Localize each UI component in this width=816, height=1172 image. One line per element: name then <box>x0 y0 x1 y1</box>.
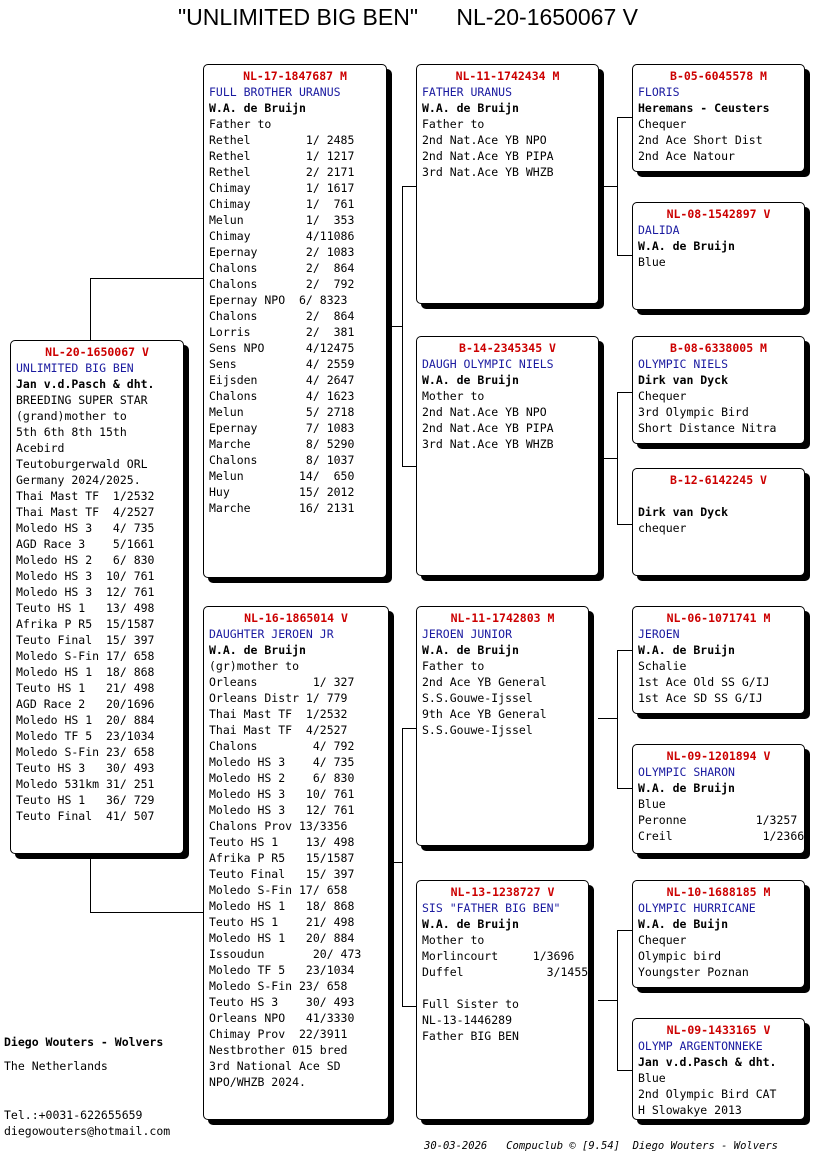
sire-sire-card[interactable] <box>416 64 599 304</box>
info-line: Thai Mast TF 4/2527 <box>209 723 348 737</box>
info-line: Chalons Prov 13/3356 <box>209 819 348 833</box>
info-line: Melun 14/ 650 <box>209 469 355 483</box>
pigeon-name <box>638 488 799 504</box>
pigeon-name: UNLIMITED BIG BEN <box>16 361 134 375</box>
owner-phone: Tel.:+0031-622655659 <box>4 1108 143 1122</box>
info-line: 2nd Ace Natour <box>638 149 735 163</box>
breeder: Dirk van Dyck <box>638 505 729 519</box>
pigeon-name: FULL BROTHER URANUS <box>209 85 341 99</box>
info-line: Moledo S-Fin 23/ 658 <box>16 745 155 759</box>
info-line: Teutoburgerwald ORL <box>16 457 148 471</box>
ring-number: B-12-6142245 V <box>670 473 767 487</box>
info-line: H Slowakye 2013 <box>638 1103 742 1117</box>
pigeon-name: FLORIS <box>638 85 680 99</box>
info-line: Chalons 2/ 864 <box>209 261 355 275</box>
breeder: Jan v.d.Pasch & dht. <box>16 377 155 391</box>
info-line: Orleans Distr 1/ 779 <box>209 691 348 705</box>
ring-number: NL-09-1201894 V <box>666 749 771 763</box>
owner-email: diegowouters@hotmail.com <box>4 1124 171 1138</box>
dam-dam-card[interactable] <box>416 880 589 1120</box>
info-line: Olympic bird <box>638 949 722 963</box>
info-line: 2nd Ace Short Dist <box>638 133 763 147</box>
connector <box>388 862 402 863</box>
info-line: Huy 15/ 2012 <box>209 485 355 499</box>
connector <box>386 326 402 327</box>
dds-card[interactable] <box>632 880 805 988</box>
info-line: Teuto Final 15/ 397 <box>16 633 155 647</box>
info-line: Duffel 3/1455 <box>422 965 589 979</box>
ring-number: NL-11-1742434 M <box>455 69 560 83</box>
connector <box>598 458 617 459</box>
info-line: Issoudun 20/ 473 <box>209 947 362 961</box>
info-line: NL-13-1446289 <box>422 1013 513 1027</box>
info-line: Father to <box>422 659 485 673</box>
info-line: NPO/WHZB 2024. <box>209 1075 306 1089</box>
info-line: Full Sister to <box>422 997 519 1011</box>
title-ring: NL-20-1650067 V <box>456 4 638 30</box>
ring-number: NL-16-1865014 V <box>244 611 348 625</box>
title-name: "UNLIMITED BIG BEN" <box>178 4 418 30</box>
breeder: W.A. de Bruijn <box>638 643 735 657</box>
info-line: (grand)mother to <box>16 409 127 423</box>
connector <box>402 186 417 187</box>
pigeon-name: OLYMP ARGENTONNEKE <box>638 1039 763 1053</box>
info-line: Orleans 1/ 327 <box>209 675 355 689</box>
info-line: Blue <box>638 1071 666 1085</box>
info-line: Peronne 1/3257 <box>638 813 798 827</box>
pigeon-name: SIS "FATHER BIG BEN" <box>422 901 561 915</box>
info-line: 9th Ace YB General <box>422 707 547 721</box>
info-line: Chalons 8/ 1037 <box>209 453 355 467</box>
info-line: S.S.Gouwe-Ijssel <box>422 691 533 705</box>
connector <box>617 392 633 393</box>
info-line: Moledo HS 3 4/ 735 <box>16 521 155 535</box>
info-line: Chimay 1/ 761 <box>209 197 355 211</box>
breeder: W.A. de Bruijn <box>209 101 306 115</box>
info-line: Chequer <box>638 389 687 403</box>
connector <box>617 930 618 1070</box>
connector <box>617 255 633 256</box>
info-line: Teuto HS 1 21/ 498 <box>16 681 155 695</box>
pigeon-name: DALIDA <box>638 223 680 237</box>
info-line: Thai Mast TF 1/2532 <box>16 489 155 503</box>
info-line: Moledo HS 1 18/ 868 <box>16 665 155 679</box>
pigeon-name: JEROEN JUNIOR <box>422 627 513 641</box>
info-line: Teuto Final 41/ 507 <box>16 809 155 823</box>
info-line: Morlincourt 1/3696 <box>422 949 575 963</box>
info-line: Chimay 4/11086 <box>209 229 355 243</box>
ssd-card[interactable] <box>632 202 805 310</box>
connector <box>617 930 633 931</box>
info-line: Afrika P R5 15/1587 <box>16 617 155 631</box>
footer: 30-03-2026 Compuclub © [9.54] Diego Wouters - Wolvers <box>424 1140 779 1152</box>
info-line: Orleans NPO 41/3330 <box>209 1011 355 1025</box>
info-line: AGD Race 3 5/1661 <box>16 537 155 551</box>
breeder: W.A. de Bruijn <box>638 239 735 253</box>
info-line: 1st Ace SD SS G/IJ <box>638 691 763 705</box>
dsd-card[interactable] <box>632 744 805 854</box>
connector <box>617 117 633 118</box>
info-line: (gr)mother to <box>209 659 300 673</box>
ring-number: NL-13-1238727 V <box>450 885 555 899</box>
info-line: Acebird <box>16 441 65 455</box>
connector <box>402 728 417 729</box>
connector <box>617 524 633 525</box>
info-line: BREEDING SUPER STAR <box>16 393 148 407</box>
info-line: 3rd Nat.Ace YB WHZB <box>422 165 554 179</box>
info-line: Marche 16/ 2131 <box>209 501 355 515</box>
info-line: Moledo HS 3 10/ 761 <box>16 569 155 583</box>
ring-number: NL-06-1071741 M <box>666 611 771 625</box>
breeder: Dirk van Dyck <box>638 373 729 387</box>
owner-country: The Netherlands <box>4 1059 108 1073</box>
info-line: 1st Ace Old SS G/IJ <box>638 675 770 689</box>
info-line: Moledo HS 1 18/ 868 <box>209 899 355 913</box>
connector <box>617 650 633 651</box>
dam-sire-card[interactable] <box>416 606 589 846</box>
info-line: Chequer <box>638 933 687 947</box>
info-line: Moledo HS 3 12/ 761 <box>209 803 355 817</box>
pigeon-name: OLYMPIC SHARON <box>638 765 735 779</box>
info-line: Teuto HS 1 36/ 729 <box>16 793 155 807</box>
info-line: Teuto HS 3 30/ 493 <box>209 995 355 1009</box>
info-line: Moledo HS 3 10/ 761 <box>209 787 355 801</box>
info-line: Father BIG BEN <box>422 1029 519 1043</box>
breeder: Jan v.d.Pasch & dht. <box>638 1055 777 1069</box>
info-line: Teuto HS 3 30/ 493 <box>16 761 155 775</box>
owner-name: Diego Wouters - Wolvers <box>4 1035 164 1049</box>
info-line: Chalons 2/ 792 <box>209 277 355 291</box>
info-line: 3rd Nat.Ace YB WHZB <box>422 437 554 451</box>
info-line: Moledo TF 5 23/1034 <box>16 729 155 743</box>
info-line: Moledo HS 1 20/ 884 <box>209 931 355 945</box>
ring-number: NL-20-1650067 V <box>45 345 149 359</box>
sdd-card[interactable] <box>632 468 805 576</box>
info-line: Moledo S-Fin 17/ 658 <box>209 883 348 897</box>
info-line: Epernay 2/ 1083 <box>209 245 355 259</box>
ddd-card[interactable] <box>632 1018 805 1120</box>
connector <box>90 278 204 279</box>
info-line: Moledo 531km 31/ 251 <box>16 777 155 791</box>
sire-dam-card[interactable] <box>416 336 599 576</box>
breeder: W.A. de Bruijn <box>422 373 519 387</box>
subject-card[interactable] <box>10 340 184 854</box>
info-line: 3rd National Ace SD <box>209 1059 341 1073</box>
info-line: Melun 1/ 353 <box>209 213 355 227</box>
breeder: W.A. de Bruijn <box>638 781 735 795</box>
info-line: Moledo S-Fin 23/ 658 <box>209 979 348 993</box>
info-line: Rethel 1/ 2485 <box>209 133 355 147</box>
breeder: W.A. de Bruijn <box>422 101 519 115</box>
connector <box>617 392 618 524</box>
page-title <box>0 4 816 31</box>
connector <box>402 728 403 1006</box>
info-line <box>422 980 583 996</box>
info-line: 2nd Ace YB General <box>422 675 547 689</box>
connector <box>598 718 617 719</box>
info-line: Nestbrother 015 bred <box>209 1043 348 1057</box>
info-line: Epernay 7/ 1083 <box>209 421 355 435</box>
info-line: Creil 1/2366 <box>638 829 805 843</box>
info-line: 2nd Nat.Ace YB PIPA <box>422 149 554 163</box>
connector <box>90 912 204 913</box>
info-line: S.S.Gouwe-Ijssel <box>422 723 533 737</box>
info-line: Rethel 2/ 2171 <box>209 165 355 179</box>
pigeon-name: DAUGHTER JEROEN JR <box>209 627 334 641</box>
sire-card[interactable] <box>203 64 387 578</box>
connector <box>402 1006 417 1007</box>
connector <box>402 466 417 467</box>
info-line: Moledo HS 3 4/ 735 <box>209 755 355 769</box>
pigeon-name: OLYMPIC NIELS <box>638 357 729 371</box>
info-line: 2nd Nat.Ace YB NPO <box>422 405 547 419</box>
pigeon-name: FATHER URANUS <box>422 85 513 99</box>
info-line: Rethel 1/ 1217 <box>209 149 355 163</box>
info-line: Epernay NPO 6/ 8323 <box>209 293 348 307</box>
info-line: Thai Mast TF 4/2527 <box>16 505 155 519</box>
info-line: 2nd Olympic Bird CAT <box>638 1087 777 1101</box>
connector <box>598 186 617 187</box>
connector <box>90 855 91 912</box>
pigeon-name: JEROEN <box>638 627 680 641</box>
pigeon-name: OLYMPIC HURRICANE <box>638 901 756 915</box>
info-line: Chalons 4/ 1623 <box>209 389 355 403</box>
info-line: Moledo TF 5 23/1034 <box>209 963 355 977</box>
sss-card[interactable] <box>632 64 805 172</box>
ring-number: B-14-2345345 V <box>459 341 556 355</box>
info-line: Sens 4/ 2559 <box>209 357 355 371</box>
info-line: 2nd Nat.Ace YB NPO <box>422 133 547 147</box>
info-line: AGD Race 2 20/1696 <box>16 697 155 711</box>
connector <box>617 1070 633 1071</box>
info-line: Marche 8/ 5290 <box>209 437 355 451</box>
info-line: Short Distance Nitra <box>638 421 777 435</box>
info-line: Moledo HS 3 12/ 761 <box>16 585 155 599</box>
connector <box>598 1000 617 1001</box>
info-line: Father to <box>209 117 272 131</box>
info-line: Chimay 1/ 1617 <box>209 181 355 195</box>
info-line: Teuto HS 1 21/ 498 <box>209 915 355 929</box>
info-line: Father to <box>422 117 485 131</box>
info-line: Thai Mast TF 1/2532 <box>209 707 348 721</box>
breeder: W.A. de Bruijn <box>209 643 306 657</box>
info-line: 3rd Olympic Bird <box>638 405 749 419</box>
info-line: Eijsden 4/ 2647 <box>209 373 355 387</box>
ring-number: B-05-6045578 M <box>670 69 767 83</box>
info-line: Schalie <box>638 659 687 673</box>
info-line: Afrika P R5 15/1587 <box>209 851 355 865</box>
dss-card[interactable] <box>632 606 805 714</box>
info-line: Germany 2024/2025. <box>16 473 141 487</box>
info-line: Youngster Poznan <box>638 965 749 979</box>
info-line: Chequer <box>638 117 687 131</box>
info-line: Blue <box>638 255 666 269</box>
info-line: Moledo S-Fin 17/ 658 <box>16 649 155 663</box>
dam-card[interactable] <box>203 606 389 1120</box>
info-line: Chalons 4/ 792 <box>209 739 355 753</box>
info-line: Teuto Final 15/ 397 <box>209 867 355 881</box>
info-line: Sens NPO 4/12475 <box>209 341 355 355</box>
info-line: 5th 6th 8th 15th <box>16 425 127 439</box>
breeder: W.A. de Bruijn <box>422 643 519 657</box>
connector <box>617 788 633 789</box>
connector <box>617 117 618 255</box>
info-line: Mother to <box>422 933 485 947</box>
info-line: 2nd Nat.Ace YB PIPA <box>422 421 554 435</box>
breeder: W.A. de Buijn <box>638 917 729 931</box>
breeder: W.A. de Bruijn <box>422 917 519 931</box>
ring-number: NL-08-1542897 V <box>666 207 771 221</box>
pigeon-name: DAUGH OLYMPIC NIELS <box>422 357 554 371</box>
info-line: Moledo HS 2 6/ 830 <box>16 553 155 567</box>
info-line: Chalons 2/ 864 <box>209 309 355 323</box>
sds-card[interactable] <box>632 336 805 444</box>
info-line: Teuto HS 1 13/ 498 <box>209 835 355 849</box>
info-line: Melun 5/ 2718 <box>209 405 355 419</box>
ring-number: B-08-6338005 M <box>670 341 767 355</box>
info-line: Moledo HS 2 6/ 830 <box>209 771 355 785</box>
ring-number: NL-17-1847687 M <box>243 69 347 83</box>
info-line: Mother to <box>422 389 485 403</box>
breeder: Heremans - Ceusters <box>638 101 770 115</box>
info-line: chequer <box>638 521 687 535</box>
ring-number: NL-09-1433165 V <box>666 1023 771 1037</box>
connector <box>617 650 618 788</box>
info-line: Chimay Prov 22/3911 <box>209 1027 348 1041</box>
info-line: Lorris 2/ 381 <box>209 325 355 339</box>
ring-number: NL-10-1688185 M <box>666 885 771 899</box>
connector <box>90 278 91 340</box>
info-line: Blue <box>638 797 666 811</box>
info-line: Moledo HS 1 20/ 884 <box>16 713 155 727</box>
info-line: Teuto HS 1 13/ 498 <box>16 601 155 615</box>
ring-number: NL-11-1742803 M <box>450 611 555 625</box>
connector <box>402 186 403 466</box>
